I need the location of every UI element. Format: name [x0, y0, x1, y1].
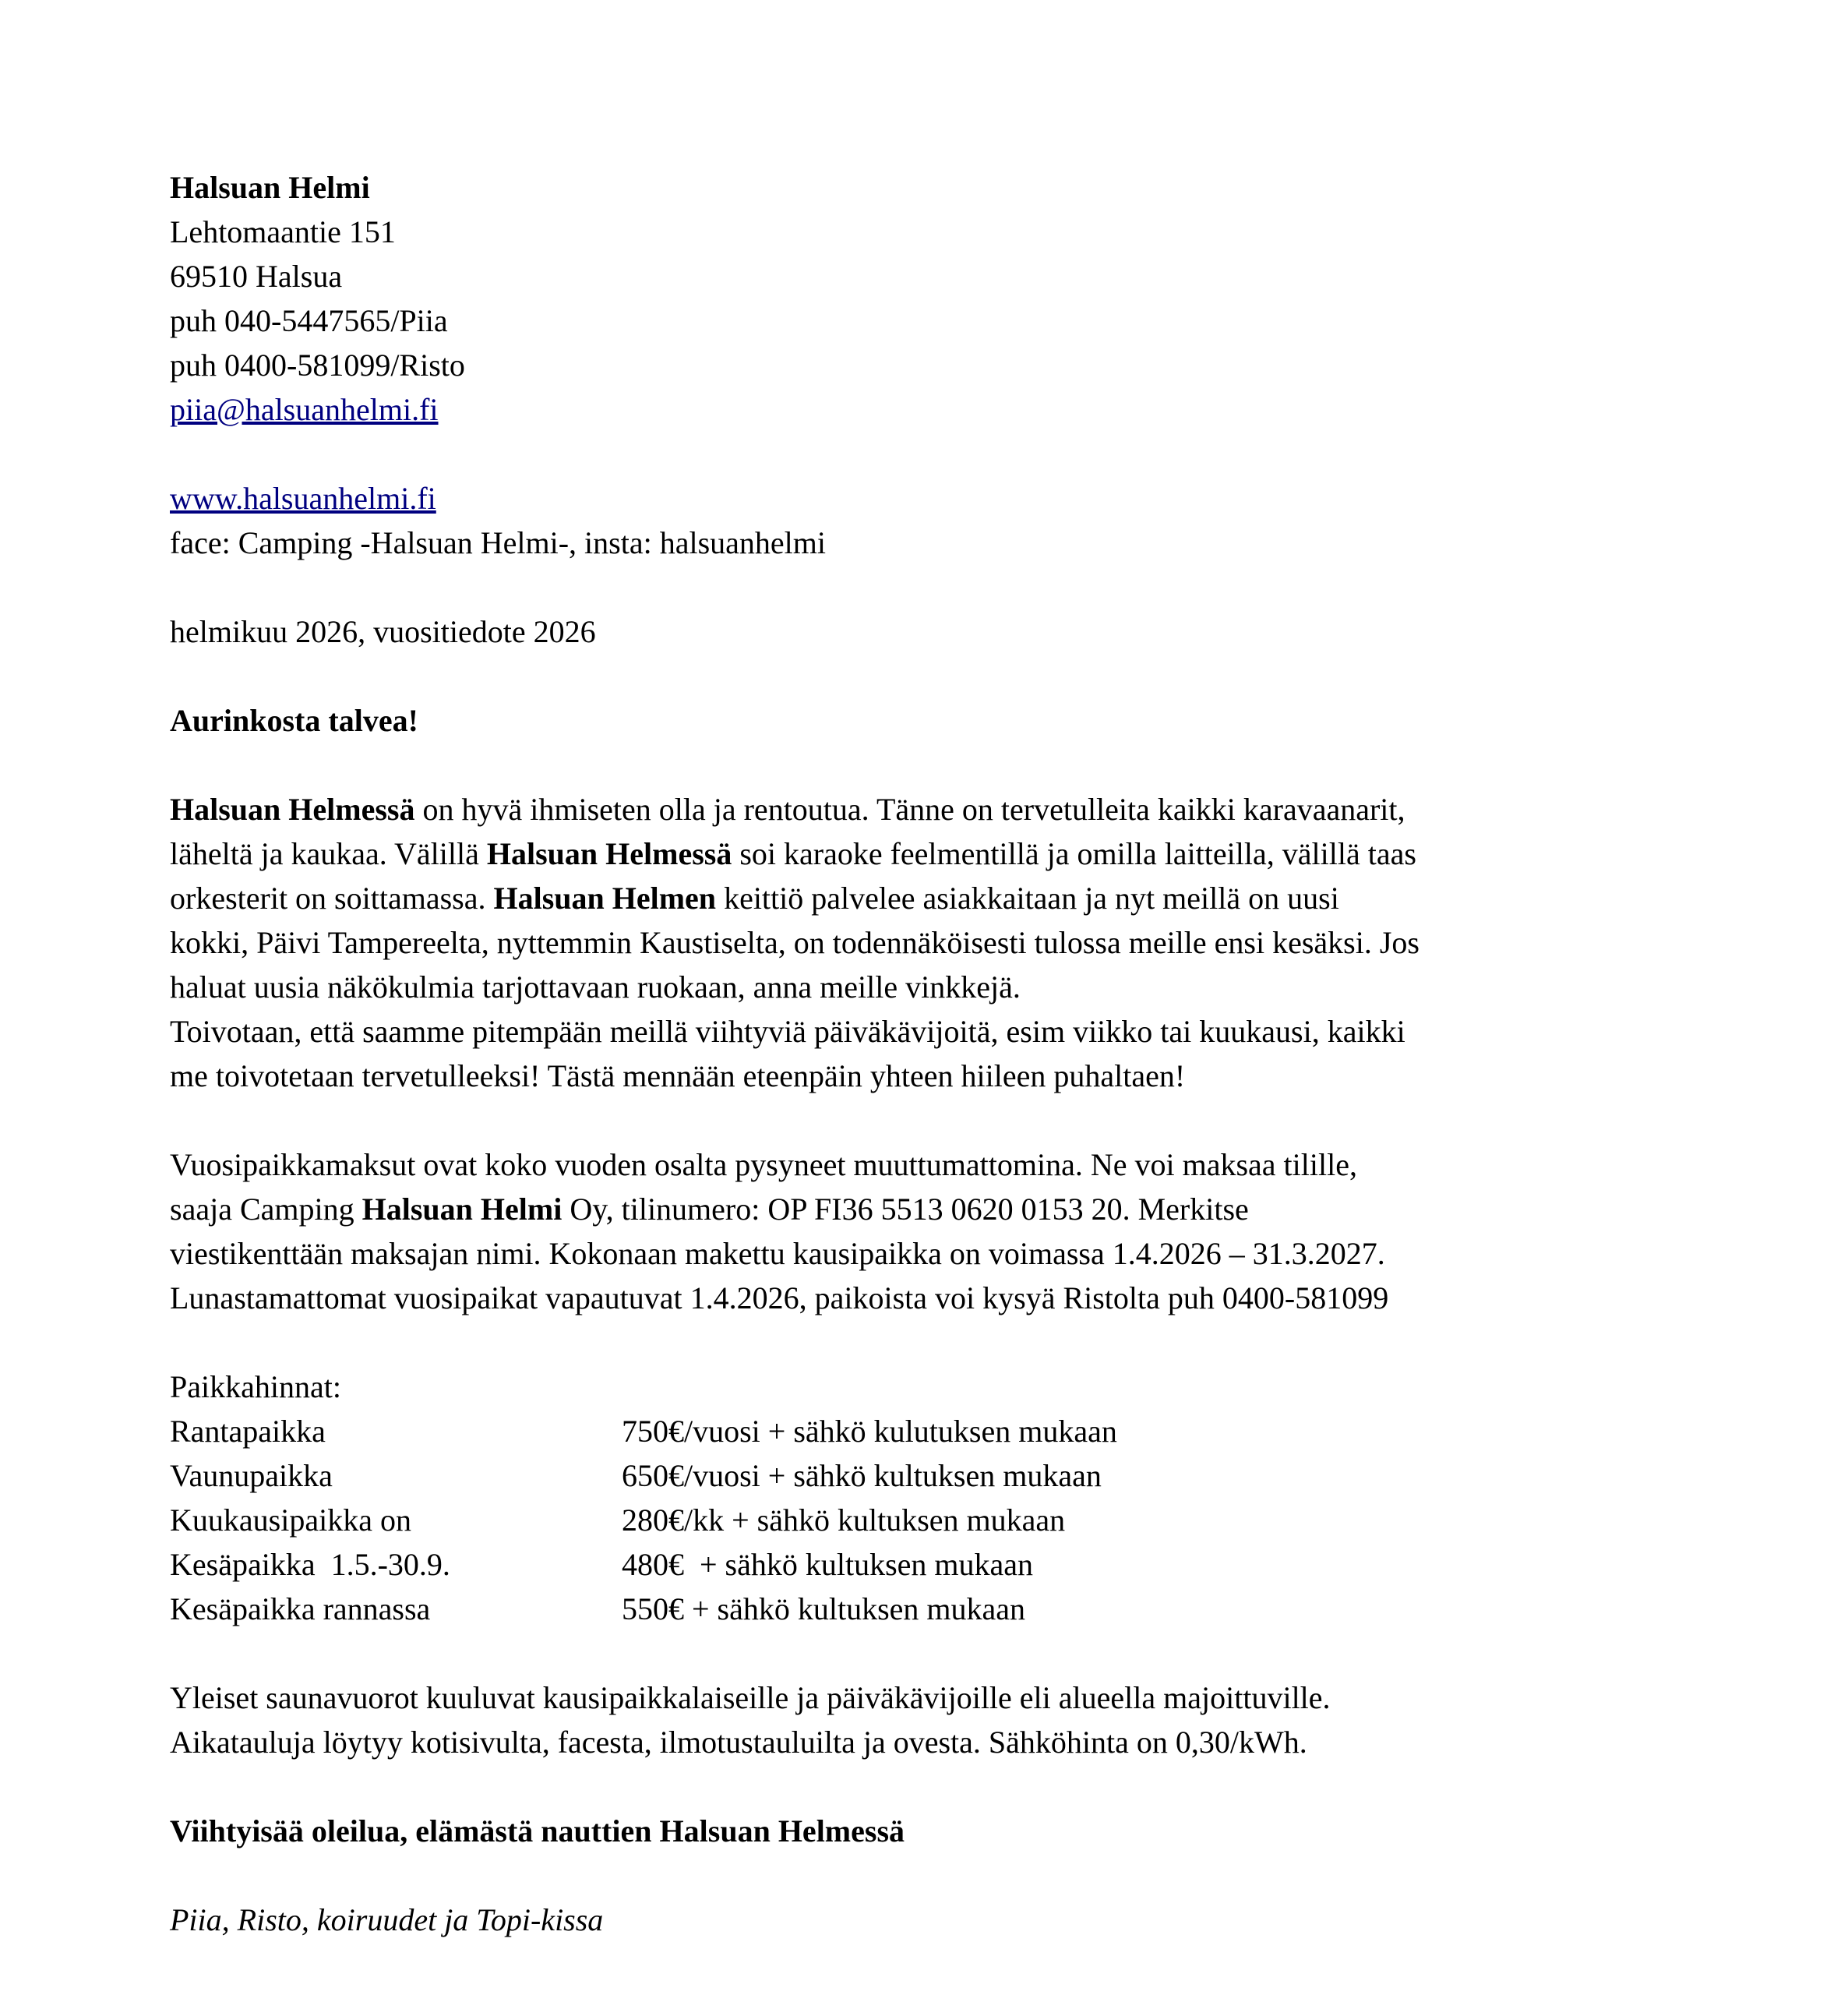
address-line: Lehtomaantie 151	[170, 214, 396, 249]
document-line	[170, 787, 1723, 832]
price-row	[170, 1409, 1723, 1453]
website-line	[170, 476, 1723, 521]
email-link[interactable]: piia@halsuanhelmi.fi	[170, 392, 439, 427]
phone-line: puh 0400-581099/Risto	[170, 348, 465, 383]
address-line: 69510 Halsua	[170, 259, 343, 294]
text-segment: Lunastamattomat vuosipaikat vapautuvat 1.4.2026, paikoista voi kysyä Ristolta puh 0400-581099	[170, 1280, 1389, 1315]
price-row-label: Kuukausipaikka on	[170, 1502, 411, 1538]
price-row-value: 750€/vuosi + sähkö kulutuksen mukaan	[622, 1414, 1117, 1449]
text-segment: Vuosipaikkamaksut ovat koko vuoden osalta pysyneet muuttumattomina. Ne voi maksaa tilille,	[170, 1147, 1357, 1182]
price-row	[170, 1453, 1723, 1498]
closing-line: Viihtyisää oleilua, elämästä nauttien Halsuan Helmessä	[170, 1813, 905, 1848]
bold-text-segment: Halsuan Helmessä	[486, 836, 732, 871]
social-line: face: Camping -Halsuan Helmi-, insta: halsuanhelmi	[170, 525, 826, 560]
text-segment: Toivotaan, että saamme pitempään meillä viihtyviä päiväkävijoitä, esim viikko tai kuukausi, kaikki	[170, 1014, 1405, 1049]
phone-line: puh 040-5447565/Piia	[170, 303, 448, 338]
text-segment: on hyvä ihmiseten olla ja rentoutua. Tänne on tervetulleita kaikki karavaanarit,	[414, 792, 1405, 827]
price-row	[170, 1587, 1723, 1631]
document-line	[170, 1276, 1723, 1320]
price-row-value: 650€/vuosi + sähkö kultuksen mukaan	[622, 1458, 1102, 1493]
bold-text-segment: Halsuan Helmi	[361, 1192, 563, 1227]
price-row-value: 480€ + sähkö kultuksen mukaan	[622, 1547, 1034, 1582]
paragraph-2	[170, 1142, 1723, 1320]
paragraph-1	[170, 787, 1723, 1098]
price-row-label: Kesäpaikka rannassa	[170, 1591, 431, 1626]
text-segment: saaja Camping	[170, 1192, 362, 1227]
bold-text-segment: Halsuan Helmen	[493, 881, 717, 916]
document-line	[170, 1231, 1723, 1276]
text-segment: keittiö palvelee asiakkaitaan ja nyt meillä on uusi	[716, 881, 1339, 916]
text-segment: orkesterit on soittamassa.	[170, 881, 494, 916]
price-row	[170, 1542, 1723, 1587]
document-line	[170, 1054, 1723, 1098]
text-segment: läheltä ja kaukaa. Välillä	[170, 836, 487, 871]
document-line	[170, 1187, 1723, 1231]
document-line	[170, 832, 1723, 876]
note-line: Aikatauluja löytyy kotisivulta, facesta, ilmotustauluilta ja ovesta. Sähköhinta on 0,30/kWh.	[170, 1725, 1307, 1760]
price-list	[170, 1409, 1723, 1631]
sauna-note	[170, 1675, 1723, 1764]
address-block	[170, 210, 1723, 298]
document-line	[170, 965, 1723, 1009]
document-line	[170, 876, 1723, 920]
text-segment: haluat uusia näkökulmia tarjottavaan ruokaan, anna meille vinkkejä.	[170, 969, 1021, 1005]
document-line	[170, 1009, 1723, 1054]
price-row-value: 550€ + sähkö kultuksen mukaan	[622, 1591, 1026, 1626]
text-segment: Oy, tilinumero: OP FI36 5513 0620 0153 20. Merkitse	[562, 1192, 1249, 1227]
company-name: Halsuan Helmi	[170, 170, 370, 205]
email-line	[170, 387, 1723, 432]
bold-text-segment: Halsuan Helmessä	[170, 792, 415, 827]
text-segment: viestikenttään maksajan nimi. Kokonaan makettu kausipaikka on voimassa 1.4.2026 – 31.3.2027.	[170, 1236, 1385, 1271]
website-link[interactable]: www.halsuanhelmi.fi	[170, 481, 436, 516]
price-row-value: 280€/kk + sähkö kultuksen mukaan	[622, 1502, 1066, 1538]
document-line	[170, 920, 1723, 965]
signature-line: Piia, Risto, koiruudet ja Topi-kissa	[170, 1902, 604, 1937]
text-segment: kokki, Päivi Tampereelta, nyttemmin Kaustiselta, on todennäköisesti tulossa meille ensi kesäksi. Jos	[170, 925, 1420, 960]
document-line	[170, 1142, 1723, 1187]
text-segment: soi karaoke feelmentillä ja omilla laitteilla, välillä taas	[732, 836, 1416, 871]
date-line: helmikuu 2026, vuositiedote 2026	[170, 614, 596, 649]
greeting-heading: Aurinkosta talvea!	[170, 703, 418, 738]
text-segment: me toivotetaan tervetulleeksi! Tästä mennään eteenpäin yhteen hiileen puhaltaen!	[170, 1058, 1186, 1093]
prices-heading: Paikkahinnat:	[170, 1369, 341, 1404]
price-row-label: Vaunupaikka	[170, 1458, 333, 1493]
note-line: Yleiset saunavuorot kuuluvat kausipaikkalaiseille ja päiväkävijoille eli alueella majoittuville.	[170, 1680, 1331, 1715]
phone-block	[170, 298, 1723, 387]
price-row-label: Rantapaikka	[170, 1414, 326, 1449]
price-row-label: Kesäpaikka 1.5.-30.9.	[170, 1547, 450, 1582]
price-row	[170, 1498, 1723, 1542]
